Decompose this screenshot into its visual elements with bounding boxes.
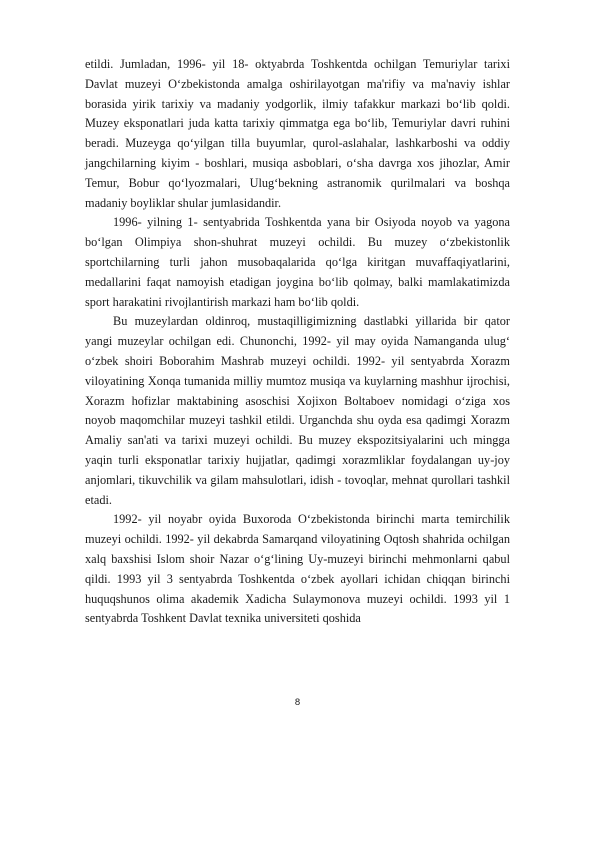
paragraph-3: Bu muzeylardan oldinroq, mustaqilligimizning dastlabki yillarida bir qator yangi muzeylar ochilgan edi. Chunonchi, 1992- yil may oyida Namanganda ulug‘ o‘zbek shoiri Boborahim Mashrab muzeyi ochildi. 1992- yil sentyabrda Xorazm viloyatining Xonqa tumanida milliy mumtoz musiqa va kuylarning mashhur ijrochisi, Xorazm hofizlar maktabining asoschisi Xojixon Boltaboev nomidagi o‘ziga xos noyob maqomchilar muzeyi tashkil etildi. Urganchda shu oyda esa qadimgi Xorazm Amaliy san'ati va tarixi muzeyi ochildi. Bu muzey ekspozitsiyalarini uch mingga yaqin turli eksponatlar tarixiy hujjatlar, qadimgi xorazmliklar foydalangan uy-joy anjomlari, tikuvchilik va gilam mahsulotlari, idish - tovoqlar, mehnat qurollari tashkil etadi. — [85, 314, 510, 507]
body-text — [85, 55, 510, 629]
paragraph-2: 1996- yilning 1- sentyabrida Toshkentda yana bir Osiyoda noyob va yagona bo‘lgan Olimpiya shon-shuhrat muzeyi ochildi. Bu muzey o‘zbekistonlik sportchilarning turli jahon musobaqalarida qo‘lga kiritgan muvaffaqiyatlarini, medallarini faqat namoyish etadigan joygina bo‘lib qolmay, balki mamlakatimizda sport harakatini rivojlantirish markazi ham bo‘lib qoldi. — [85, 215, 510, 309]
paragraph-1: etildi. Jumladan, 1996- yil 18- oktyabrda Toshkentda ochilgan Temuriylar tarixi Davlat muzeyi O‘zbekistonda amalga oshirilayotgan ma'rifiy va ma'naviy ishlar borasida yirik tarixiy va madaniy yodgorlik, ilmiy tafakkur markazi bo‘lib qoldi. Muzey eksponatlari juda katta tarixiy qimmatga ega bo‘lib, Temuriylar davri ruhini beradi. Muzeyga qo‘yilgan tilla buyumlar, qurol-aslahalar, lashkarboshi va oddiy jangchilarning kiyim - boshlari, musiqa asboblari, o‘sha davrga xos jihozlar, Amir Temur, Bobur qo‘lyozmalari, Ulug‘bekning astranomik qurilmalari va boshqa madaniy boyliklar shular jumlasidandir. — [85, 57, 510, 210]
page-number: 8 — [294, 697, 301, 708]
paragraph-4: 1992- yil noyabr oyida Buxoroda O‘zbekistonda birinchi marta temirchilik muzeyi ochildi. 1992- yil dekabrda Samarqand viloyatining Oqtosh shahrida ochilgan xalq baxshisi Islom shoir Nazar o‘g‘lining Uy-muzeyi birinchi mehmonlarni qabul qildi. 1993 yil 3 sentyabrda Toshkentda o‘zbek ayollari ichidan chiqqan birinchi huquqshunos olima akademik Xadicha Sulaymonova muzeyi ochildi. 1993 yil 1 sentyabrda Toshkent Davlat texnika universiteti qoshida — [85, 512, 510, 626]
